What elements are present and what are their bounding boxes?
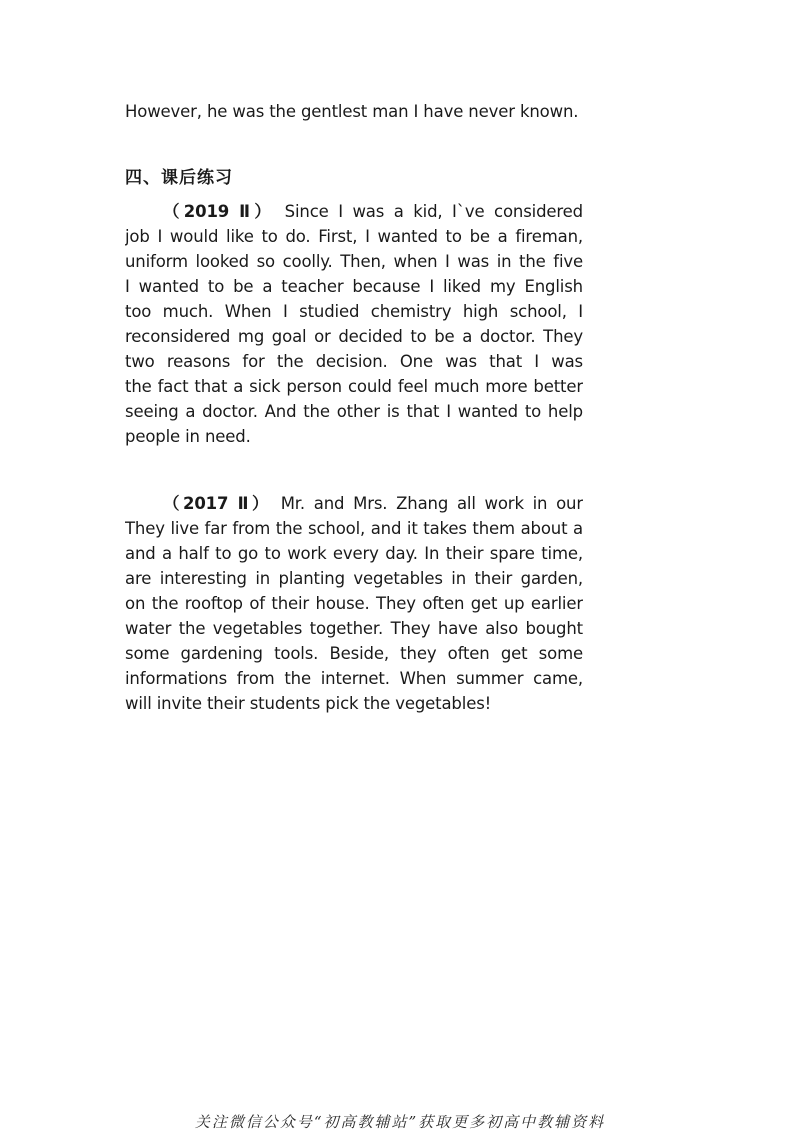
passage-line: the fact that a sick person could feel much more better: [125, 377, 583, 396]
passage-line: are interesting in planting vegetables in their garden,: [125, 569, 583, 588]
top-sentence: However, he was the gentlest man I have never known.: [125, 102, 579, 121]
passage-line: （2019 Ⅱ） Since I was a kid, I`ve considered: [163, 202, 583, 221]
passage-tag: （2019 Ⅱ）: [163, 202, 276, 221]
passage-line: people in need.: [125, 427, 251, 446]
footer-note: 关注微信公众号“初高教辅站”获取更多初高中教辅资料: [194, 1113, 606, 1131]
passage-tag: （2017 Ⅱ）: [163, 494, 272, 513]
passage-line: reconsidered mg goal or decided to be a doctor. They: [125, 327, 583, 346]
passage-line: uniform looked so coolly. Then, when I was in the five: [125, 252, 583, 271]
passage-line: （2017 Ⅱ） Mr. and Mrs. Zhang all work in our: [163, 494, 583, 513]
passage-line: too much. When I studied chemistry high school, I: [125, 302, 583, 321]
section-heading: 四、课后练习: [125, 168, 233, 188]
passage-line: on the rooftop of their house. They often get up earlier: [125, 594, 583, 613]
passage-line: will invite their students pick the vegetables!: [125, 694, 492, 713]
passage-line: two reasons for the decision. One was that I was: [125, 352, 583, 371]
passage-line: some gardening tools. Beside, they often get some: [125, 644, 583, 663]
passage-line: informations from the internet. When summer came,: [125, 669, 583, 688]
passage-line: They live far from the school, and it takes them about a: [125, 519, 583, 538]
passage-line: water the vegetables together. They have also bought: [125, 619, 583, 638]
passage-line: seeing a doctor. And the other is that I wanted to help: [125, 402, 583, 421]
passage-line: I wanted to be a teacher because I liked my English: [125, 277, 583, 296]
passage-line: job I would like to do. First, I wanted to be a fireman,: [125, 227, 583, 246]
passage-line: and a half to go to work every day. In their spare time,: [125, 544, 583, 563]
